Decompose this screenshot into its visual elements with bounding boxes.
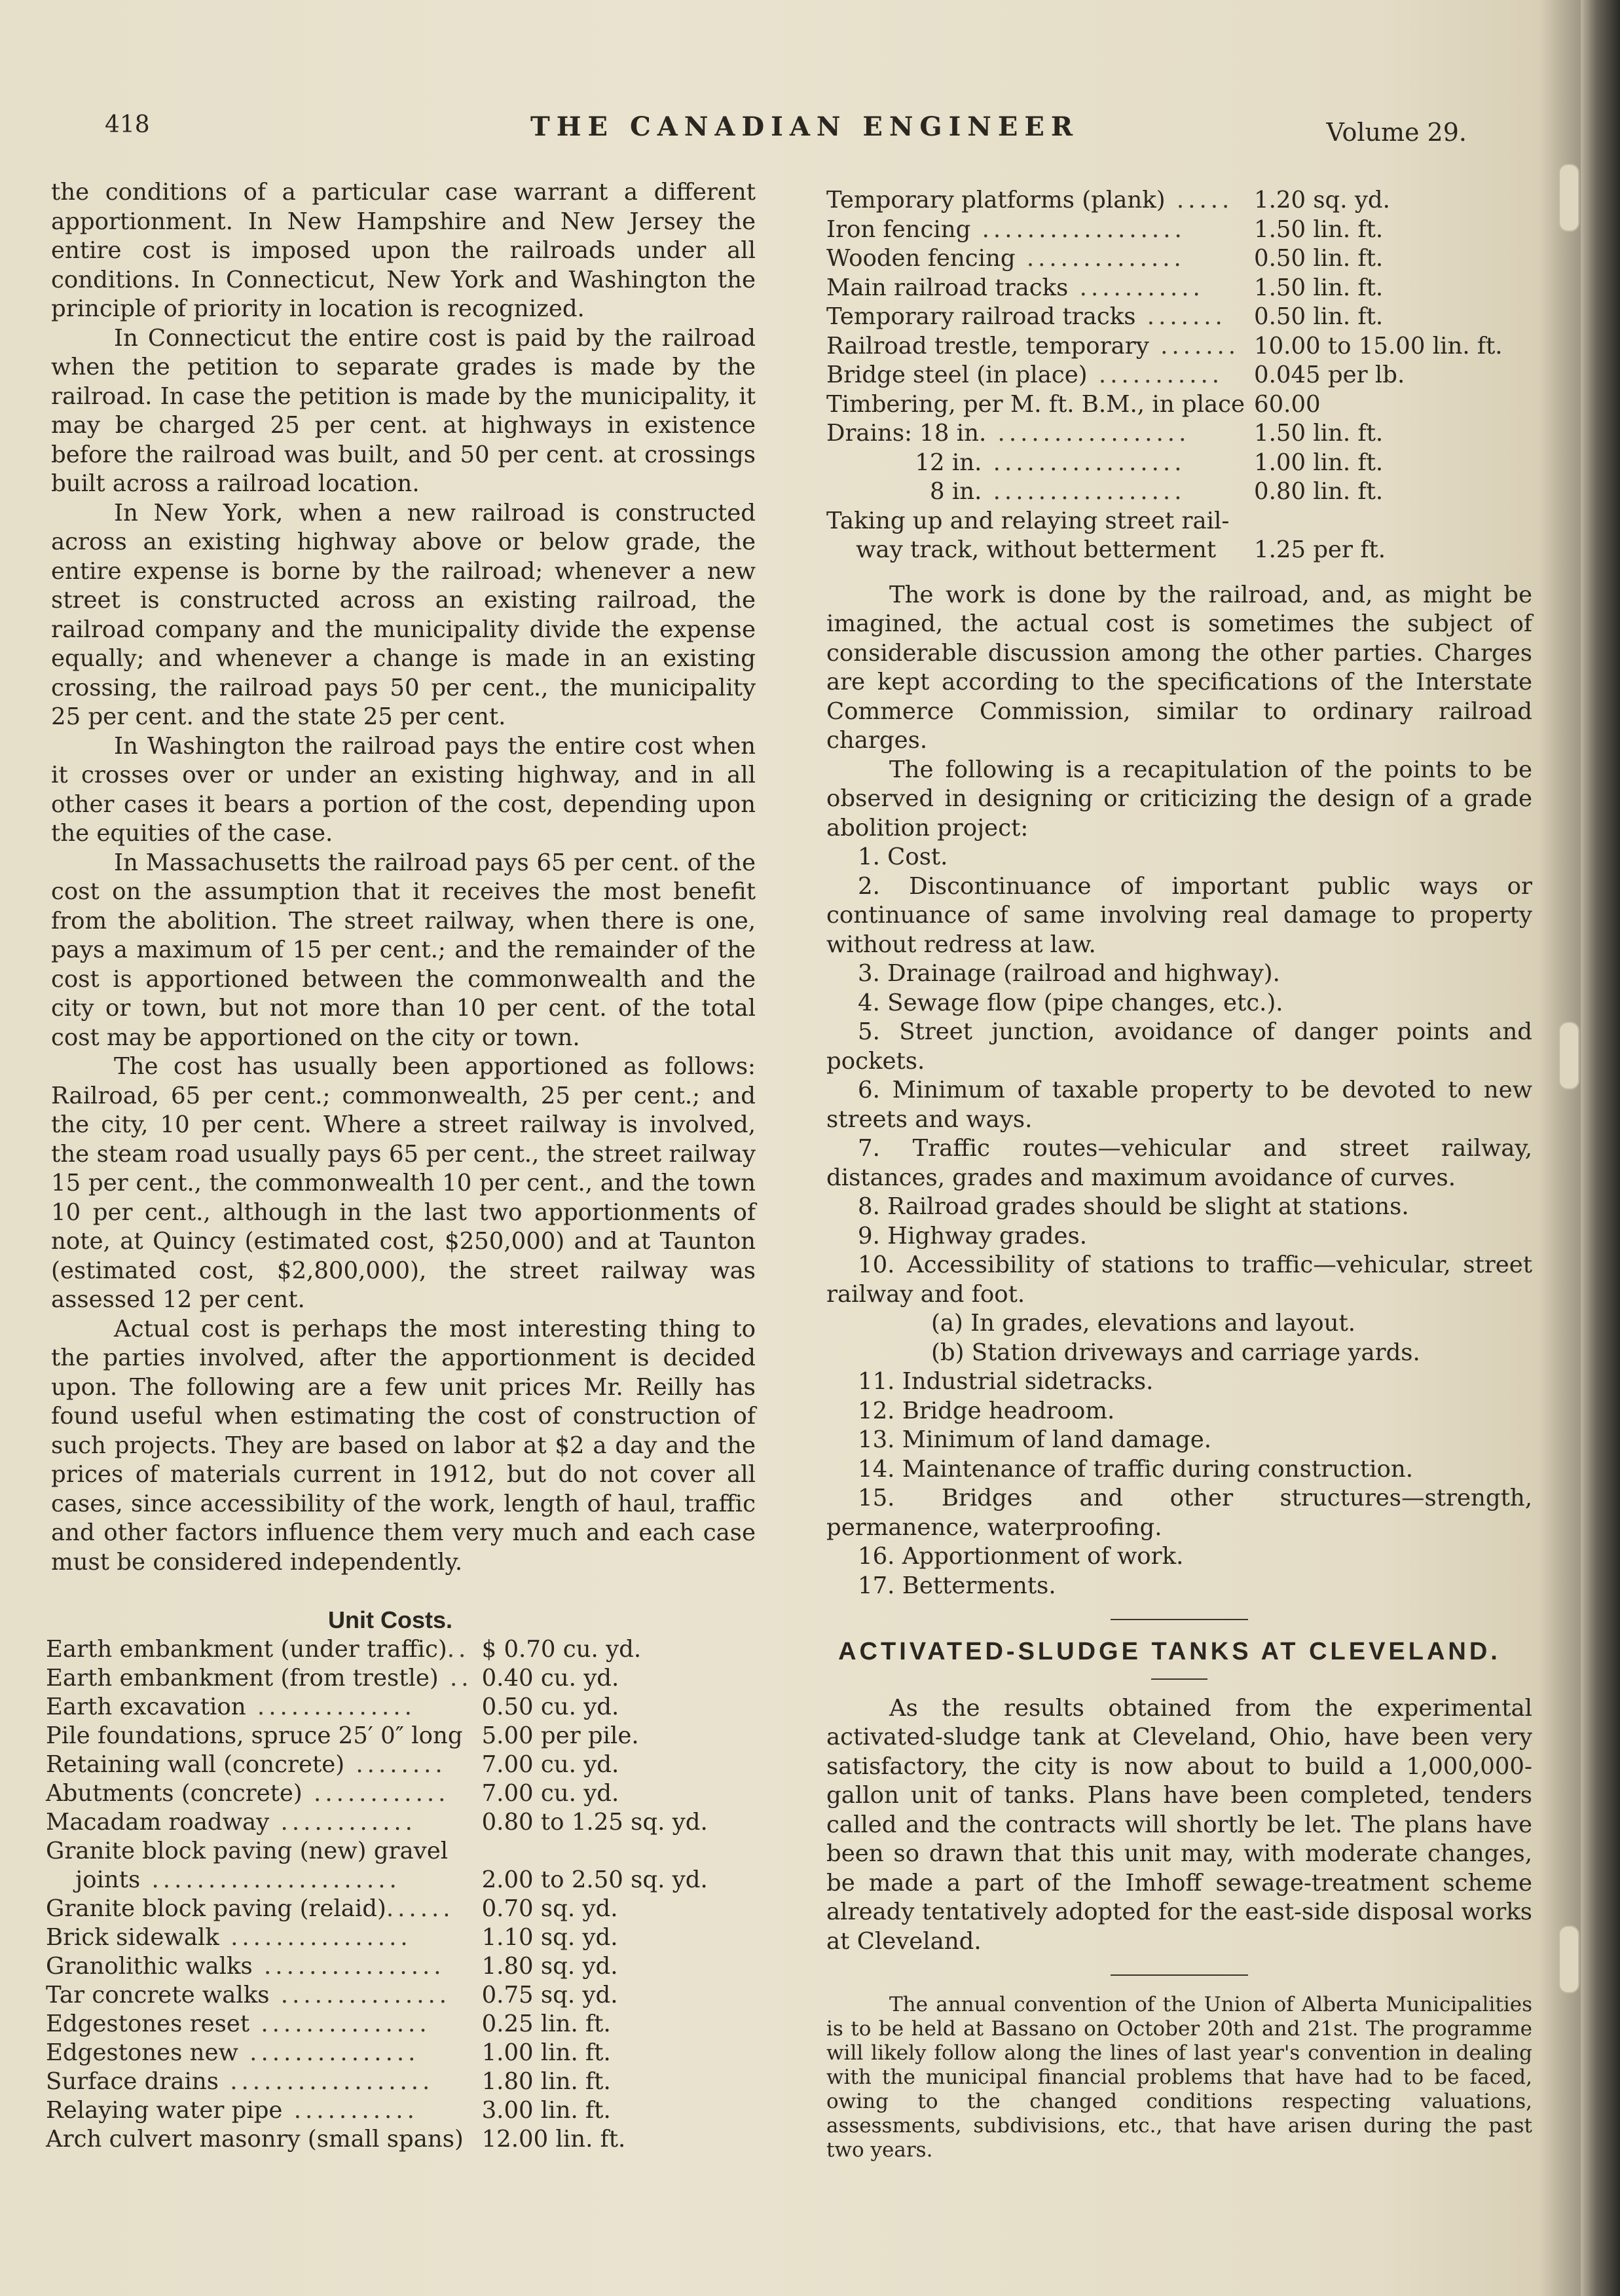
title-rule	[1151, 1678, 1207, 1680]
left-column	[46, 178, 756, 2154]
cost-value: 5.00 per pile.	[481, 1722, 639, 1749]
list-subitem: (a) In grades, elevations and layout.	[931, 1310, 1356, 1337]
paragraph: The following is a recapitulation of the points to be observed in designing or criticizing the design of a grade abolition project:	[826, 756, 1532, 842]
cost-row	[46, 1664, 708, 1693]
cost-row	[46, 1981, 708, 2010]
cost-value: 0.045 per lb.	[1254, 361, 1405, 388]
points-list	[826, 843, 1532, 1601]
paragraph: the conditions of a particular case warrant a different apportionment. In New Hampshire and New Jersey the entire cost is imposed upon the railroads under all conditions. In Connecticut, New York and Washington the principle of priority in location is recognized.	[51, 179, 756, 322]
list-item: 10. Accessibility of stations to traffic—vehicular, street railway and foot.	[826, 1251, 1532, 1308]
list-item: 15. Bridges and other structures—strength, permanence, waterproofing.	[826, 1485, 1532, 1541]
cost-value: 1.25 per ft.	[1254, 536, 1386, 563]
cost-item: joints ......................	[46, 1866, 401, 1893]
cost-row	[826, 507, 1503, 536]
list-item: 4. Sewage flow (pipe changes, etc.).	[858, 989, 1283, 1016]
book-binding	[1581, 0, 1620, 2296]
list-item: 8. Railroad grades should be slight at stations.	[858, 1193, 1409, 1220]
cost-row	[46, 1779, 708, 1808]
cost-item: Earth embankment (from trestle) ..	[46, 1664, 473, 1692]
list-item: 1. Cost.	[858, 843, 948, 870]
cost-item: Wooden fencing ..............	[826, 245, 1185, 272]
cost-row	[46, 1750, 708, 1779]
list-item: 3. Drainage (railroad and highway).	[858, 960, 1280, 987]
section-divider	[1111, 1974, 1248, 1976]
cost-value: 2.00 to 2.50 sq. yd.	[481, 1866, 708, 1893]
section-divider	[1111, 1619, 1248, 1620]
list-item: 6. Minimum of taxable property to be devoted to new streets and ways.	[826, 1077, 1532, 1133]
journal-title: THE CANADIAN ENGINEER	[530, 111, 1080, 142]
cost-row	[826, 332, 1503, 361]
punch-hole-bottom	[1558, 1925, 1579, 1993]
list-item: 16. Apportionment of work.	[858, 1543, 1184, 1570]
cost-value: 1.50 lin. ft.	[1254, 420, 1384, 447]
cost-item: Edgestones new ...............	[46, 2039, 420, 2066]
cost-row	[46, 1923, 708, 1952]
cost-value: 0.80 lin. ft.	[1254, 478, 1384, 505]
paragraph: In Massachusetts the railroad pays 65 per cent. of the cost on the assumption that it receives the most benefit from the abolition. The street railway, when there is one, pays a maximum of 15 per cent.; and the remainder of the cost is apportioned between the commonwealth and the city or town, but not more than 10 per cent. of the total cost may be apportioned on the city or town.	[51, 849, 756, 1051]
cost-value: 1.00 lin. ft.	[1254, 449, 1384, 476]
cost-item: Earth embankment (under traffic)..	[46, 1635, 470, 1663]
punch-hole-middle	[1558, 1022, 1579, 1090]
cost-value: 0.50 lin. ft.	[1254, 303, 1384, 330]
cost-row	[826, 477, 1503, 507]
cost-row	[46, 1693, 708, 1722]
cost-item: Main railroad tracks ...........	[826, 274, 1204, 301]
cost-row	[46, 1635, 708, 1664]
paragraph: In New York, when a new railroad is constructed across an existing highway above or below grade, the entire expense is borne by the railroad; whenever a new street is constructed across an existing railroad, the railroad company and the municipality divide the expense equally; and whenever a change is made in an existing crossing, the railroad pays 50 per cent., the municipality 25 per cent. and the state 25 per cent.	[51, 499, 756, 730]
cost-item: Granolithic walks ................	[46, 1952, 445, 1980]
cost-value: 1.10 sq. yd.	[481, 1923, 618, 1951]
cost-value	[1245, 507, 1503, 536]
cost-row	[46, 2096, 708, 2125]
cost-row	[826, 274, 1503, 303]
cost-value: 0.70 sq. yd.	[481, 1895, 618, 1922]
punch-hole-top	[1558, 164, 1579, 232]
cost-item: Railroad trestle, temporary .......	[826, 332, 1240, 360]
cost-item: 12 in. .................	[826, 449, 1186, 476]
cost-value: 7.00 cu. yd.	[481, 1750, 619, 1778]
list-item: 12. Bridge headroom.	[858, 1397, 1115, 1424]
cost-item: Bridge steel (in place) ...........	[826, 361, 1224, 388]
cost-item: Abutments (concrete) ............	[46, 1779, 450, 1807]
cost-row	[46, 1866, 708, 1895]
cost-value: 0.40 cu. yd.	[481, 1664, 619, 1692]
unit-costs-heading: Unit Costs.	[327, 1606, 452, 1633]
paragraph: In Washington the railroad pays the entire cost when it crosses over or under an existing highway, and in all other cases it bears a portion of the cost, depending upon the equities of the case.	[51, 732, 756, 847]
cost-item: Drains: 18 in. .................	[826, 420, 1190, 447]
cost-value: 1.50 lin. ft.	[1254, 215, 1384, 243]
news-item: The annual convention of the Union of Alberta Municipalities is to be held at Bassano on October 20th and 21st. The programme will likely follow along the lines of last year's convention in dealing with the municipal financial problems that have had to be faced, owing to the changed conditions respecting valuations, assessments, subdivisions, etc., that have arisen during the past two years.	[826, 1993, 1532, 2162]
cost-value	[473, 1837, 708, 1866]
cost-item: Taking up and relaying street rail-	[826, 507, 1230, 534]
list-item: 5. Street junction, avoidance of danger points and pockets.	[826, 1018, 1532, 1075]
cost-row	[46, 1952, 708, 1981]
cost-value: 0.25 lin. ft.	[481, 2010, 611, 2037]
cost-value: 1.80 lin. ft.	[481, 2067, 611, 2095]
cost-item: Tar concrete walks ...............	[46, 1981, 451, 2009]
cost-value: $ 0.70 cu. yd.	[481, 1635, 642, 1663]
cost-value: 0.80 to 1.25 sq. yd.	[481, 1808, 708, 1836]
cost-value: 1.00 lin. ft.	[481, 2039, 611, 2066]
cost-value: 7.00 cu. yd.	[481, 1779, 619, 1807]
cost-item: Edgestones reset ...............	[46, 2010, 431, 2037]
cost-item: Temporary platforms (plank) .....	[826, 187, 1234, 213]
cost-value: 0.50 cu. yd.	[481, 1693, 619, 1720]
list-item: 11. Industrial sidetracks.	[858, 1368, 1154, 1395]
cost-item: Timbering, per M. ft. B.M., in place	[826, 390, 1245, 418]
paragraph: Actual cost is perhaps the most interesting thing to the parties involved, after the apportionment is decided upon. The following are a few unit prices Mr. Reilly has found useful when estimating the cost of construction of such projects. They are based on labor at $2 a day and the prices of materials current in 1912, but do not cover all cases, since accessibility of the work, length of haul, traffic and other factors influence them very much and each case must be considered independently.	[51, 1315, 756, 1576]
cost-item: Pile foundations, spruce 25′ 0″ long	[46, 1722, 463, 1749]
cost-row	[826, 244, 1503, 274]
cost-row	[46, 2125, 708, 2154]
page-header	[98, 105, 1473, 151]
cost-row	[46, 1808, 708, 1837]
cost-row	[826, 449, 1503, 478]
cost-item: Macadam roadway ............	[46, 1808, 416, 1836]
cost-item: Earth excavation ..............	[46, 1693, 416, 1720]
right-column	[826, 186, 1532, 2162]
cost-item: Iron fencing ..................	[826, 215, 1186, 243]
cost-row	[826, 390, 1503, 420]
cost-value: 60.00	[1254, 390, 1321, 418]
cost-row	[826, 361, 1503, 390]
cost-value: 0.75 sq. yd.	[481, 1981, 618, 2009]
cost-item: way track, without betterment	[826, 536, 1217, 563]
paragraph: In Connecticut the entire cost is paid by the railroad when the petition to separate grades is made by the railroad. In case the petition is made by the municipality, it may be charged 25 per cent. at highways in existence before the railroad was built, and 50 per cent. at crossings built across a railroad location.	[51, 324, 756, 497]
paragraph: The work is done by the railroad, and, as might be imagined, the actual cost is sometimes the subject of considerable discussion among the other parties. Charges are kept according to the specifications of the Interstate Commerce Commission, similar to ordinary railroad charges.	[826, 581, 1532, 754]
cost-value: 1.80 sq. yd.	[481, 1952, 618, 1980]
list-item: 14. Maintenance of traffic during construction.	[858, 1455, 1413, 1483]
list-item: 2. Discontinuance of important public ways or continuance of same involving real damage to property without redress at law.	[826, 872, 1532, 958]
cost-row	[46, 2010, 708, 2039]
cost-row	[46, 1722, 708, 1750]
unit-costs-table	[46, 1635, 708, 2154]
cost-item: Brick sidewalk ................	[46, 1923, 412, 1951]
cost-value: 12.00 lin. ft.	[481, 2125, 626, 2153]
cost-row	[46, 1895, 708, 1923]
section-title: ACTIVATED-SLUDGE TANKS AT CLEVELAND.	[838, 1638, 1501, 1665]
cost-value: 1.20 sq. yd.	[1254, 187, 1390, 213]
list-item: 7. Traffic routes—vehicular and street railway, distances, grades and maximum avoidance of curves.	[826, 1135, 1532, 1191]
paragraph: The cost has usually been apportioned as follows: Railroad, 65 per cent.; commonwealth, 25 per cent.; and the city, 10 per cent. Where a street railway is involved, the steam road usually pays 65 per cent., the street railway 15 per cent., the commonwealth 10 per cent., and the town 10 per cent., although in the last two apportionments of note, at Quincy (estimated cost, $250,000) and at Taunton (estimated cost, $2,800,000), the street railway was assessed 12 per cent.	[51, 1053, 756, 1313]
cost-value: 3.00 lin. ft.	[481, 2096, 611, 2124]
cost-row	[826, 303, 1503, 332]
cost-row	[46, 1837, 708, 1866]
cost-row	[826, 419, 1503, 449]
cost-item: 8 in. .................	[826, 478, 1186, 505]
cost-item: Granite block paving (new) gravel	[46, 1837, 449, 1864]
cost-row	[826, 186, 1503, 215]
cost-item: Retaining wall (concrete) ........	[46, 1750, 447, 1778]
cost-value: 10.00 to 15.00 lin. ft.	[1254, 332, 1503, 360]
list-item: 13. Minimum of land damage.	[858, 1426, 1212, 1453]
cost-item: Temporary railroad tracks .......	[826, 303, 1226, 330]
cost-value: 1.50 lin. ft.	[1254, 274, 1384, 301]
cost-row	[826, 215, 1503, 245]
cost-row	[826, 536, 1503, 565]
cost-item: Granite block paving (relaid)......	[46, 1895, 454, 1922]
list-subitem: (b) Station driveways and carriage yards.	[931, 1339, 1420, 1366]
paragraph: As the results obtained from the experimental activated-sludge tank at Cleveland, Ohio, have been very satisfactory, the city is now about to build a 1,000,000-gallon unit of tanks. Plans have been completed, tenders called and the contracts will shortly be let. The plans have been so drawn that this unit may, with moderate changes, be made a part of the Imhoff sewage-treatment scheme already tentatively adopted for the east-side disposal works at Cleveland.	[826, 1694, 1532, 1955]
cost-row	[46, 2039, 708, 2067]
cost-row	[46, 2067, 708, 2096]
cost-item: Arch culvert masonry (small spans)	[46, 2125, 464, 2153]
cost-item: Relaying water pipe ...........	[46, 2096, 418, 2124]
unit-costs-continued-table	[826, 186, 1503, 565]
cost-value: 0.50 lin. ft.	[1254, 245, 1384, 272]
list-item: 9. Highway grades.	[858, 1222, 1088, 1250]
list-item: 17. Betterments.	[858, 1572, 1056, 1599]
cost-item: Surface drains ..................	[46, 2067, 434, 2095]
page-number: 418	[105, 111, 150, 138]
volume-label: Volume 29.	[1326, 118, 1467, 147]
